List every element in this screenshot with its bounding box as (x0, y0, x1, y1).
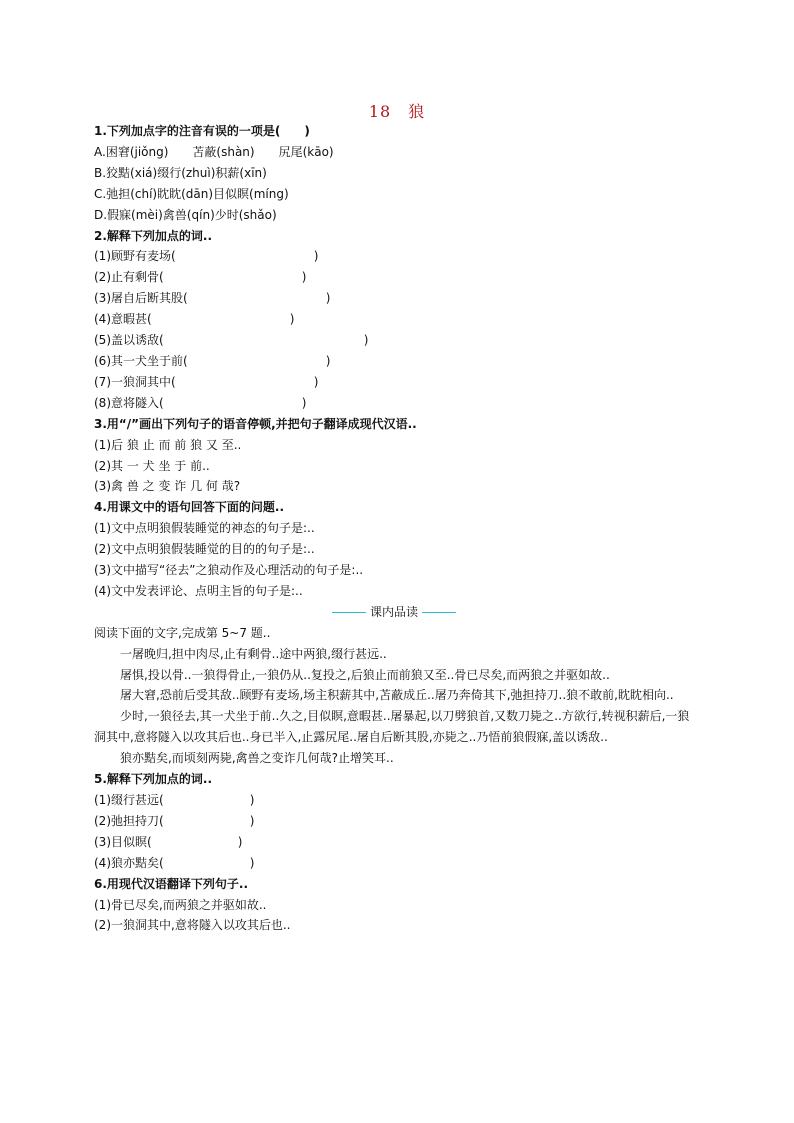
passage-paragraph: 屠大窘,恐前后受其敌..顾野有麦场,场主积薪其中,苫蔽成丘..屠乃奔倚其下,弛担持刀..狼不敢前,眈眈相向.. (120, 688, 674, 703)
question-1-option-c: C.弛担(chí)眈眈(dān)目似瞑(míng) (94, 186, 289, 201)
question-5-item (94, 811, 694, 832)
question-6-item: (2)一狼洞其中,意将隧入以攻其后也.. (94, 918, 291, 933)
close-paren: ) (249, 855, 255, 870)
question-5-item (94, 832, 694, 853)
page-title: 18 狼 (368, 102, 426, 121)
question-5-item (94, 790, 694, 811)
question-1-stem: 1.下列加点字的注音有误的一项是( ) (94, 124, 310, 138)
question-3-item: (3)禽 兽 之 变 诈 几 何 哉? (94, 479, 241, 494)
question-2-stem: 2.解释下列加点的词.. (94, 228, 213, 243)
item-text: (7)一狼洞其中( (94, 374, 176, 389)
question-2-item (94, 330, 694, 351)
close-paren: ) (249, 813, 255, 828)
passage-paragraph: 少时,一狼径去,其一犬坐于前..久之,目似瞑,意暇甚..屠暴起,以刀劈狼首,又数刀毙之..方欲行,转视积薪后,一狼洞其中,意将隧入以攻其后也..身已半入,止露尻尾..屠自后断其股,亦毙之..乃悟前狼假寐,盖以诱敌.. (94, 709, 690, 745)
item-text: (1)顾野有麦场( (94, 249, 176, 264)
question-3-stem: 3.用“/”画出下列句子的语音停顿,并把句子翻译成现代汉语.. (94, 416, 417, 431)
question-2-item (94, 351, 694, 372)
close-paren: ) (325, 291, 331, 306)
reading-instruction: 阅读下面的文字,完成第 5~7 题.. (94, 625, 271, 640)
close-paren: ) (289, 312, 295, 327)
passage-paragraph: 狼亦黠矣,而顷刻两毙,禽兽之变诈几何哉?止增笑耳.. (120, 751, 394, 766)
question-3-item: (1)后 狼 止 而 前 狼 又 至.. (94, 437, 242, 452)
question-2-item (94, 288, 694, 309)
item-text: (3)屠自后断其股( (94, 291, 188, 306)
passage-paragraph: 一屠晚归,担中肉尽,止有剩骨..途中两狼,缀行甚远.. (120, 646, 387, 661)
question-2-item (94, 267, 694, 288)
question-4-item: (4)文中发表评论、点明主旨的句子是:.. (94, 583, 303, 598)
heading-rule-left (332, 612, 366, 613)
item-text: (5)盖以诱敌( (94, 333, 164, 348)
question-4-item: (2)文中点明狼假装睡觉的目的的句子是:.. (94, 542, 315, 557)
item-text: (4)狼亦黠矣( (94, 855, 164, 870)
question-4-item: (1)文中点明狼假装睡觉的神态的句子是:.. (94, 521, 315, 536)
close-paren: ) (249, 793, 255, 807)
item-text: (8)意将隧入( (94, 395, 164, 410)
close-paren: ) (313, 374, 319, 389)
question-2-item (94, 246, 694, 267)
item-text: (4)意暇甚( (94, 312, 152, 327)
item-text: (2)止有剩骨( (94, 270, 164, 285)
question-2-item (94, 309, 694, 330)
heading-rule-right (422, 612, 456, 613)
item-text: (2)弛担持刀( (94, 813, 164, 828)
section-heading (94, 602, 694, 623)
question-2-item (94, 393, 694, 414)
question-2-item (94, 372, 694, 393)
question-1-option-a: A.困窘(jiǒng) 苫蔽(shàn) 尻尾(kāo) (94, 144, 334, 159)
question-4-stem: 4.用课文中的语句回答下面的问题.. (94, 500, 285, 515)
item-text: (1)缀行甚远( (94, 793, 164, 807)
close-paren: ) (301, 270, 307, 285)
item-text: (3)目似瞑( (94, 834, 152, 849)
question-6-stem: 6.用现代汉语翻译下列句子.. (94, 876, 249, 891)
question-1-option-d: D.假寐(mèi)禽兽(qín)少时(shǎo) (94, 207, 277, 222)
question-5-item (94, 853, 694, 874)
question-1-option-b: B.狡黠(xiá)缀行(zhuì)积薪(xīn) (94, 165, 267, 180)
close-paren: ) (325, 353, 331, 368)
question-3-item: (2)其 一 犬 坐 于 前.. (94, 458, 210, 473)
passage-paragraph: 屠惧,投以骨..一狼得骨止,一狼仍从..复投之,后狼止而前狼又至..骨已尽矣,而两狼之并驱如故.. (120, 667, 610, 682)
section-title: 课内品读 (369, 604, 418, 619)
question-4-item: (3)文中描写“径去”之狼动作及心理活动的句子是:.. (94, 563, 364, 578)
close-paren: ) (301, 395, 307, 410)
item-text: (6)其一犬坐于前( (94, 353, 188, 368)
close-paren: ) (237, 834, 243, 849)
worksheet-content (94, 121, 694, 936)
question-6-item: (1)骨已尽矣,而两狼之并驱如故.. (94, 897, 267, 912)
close-paren: ) (313, 249, 319, 264)
question-5-stem: 5.解释下列加点的词.. (94, 772, 213, 787)
close-paren: ) (363, 333, 369, 348)
